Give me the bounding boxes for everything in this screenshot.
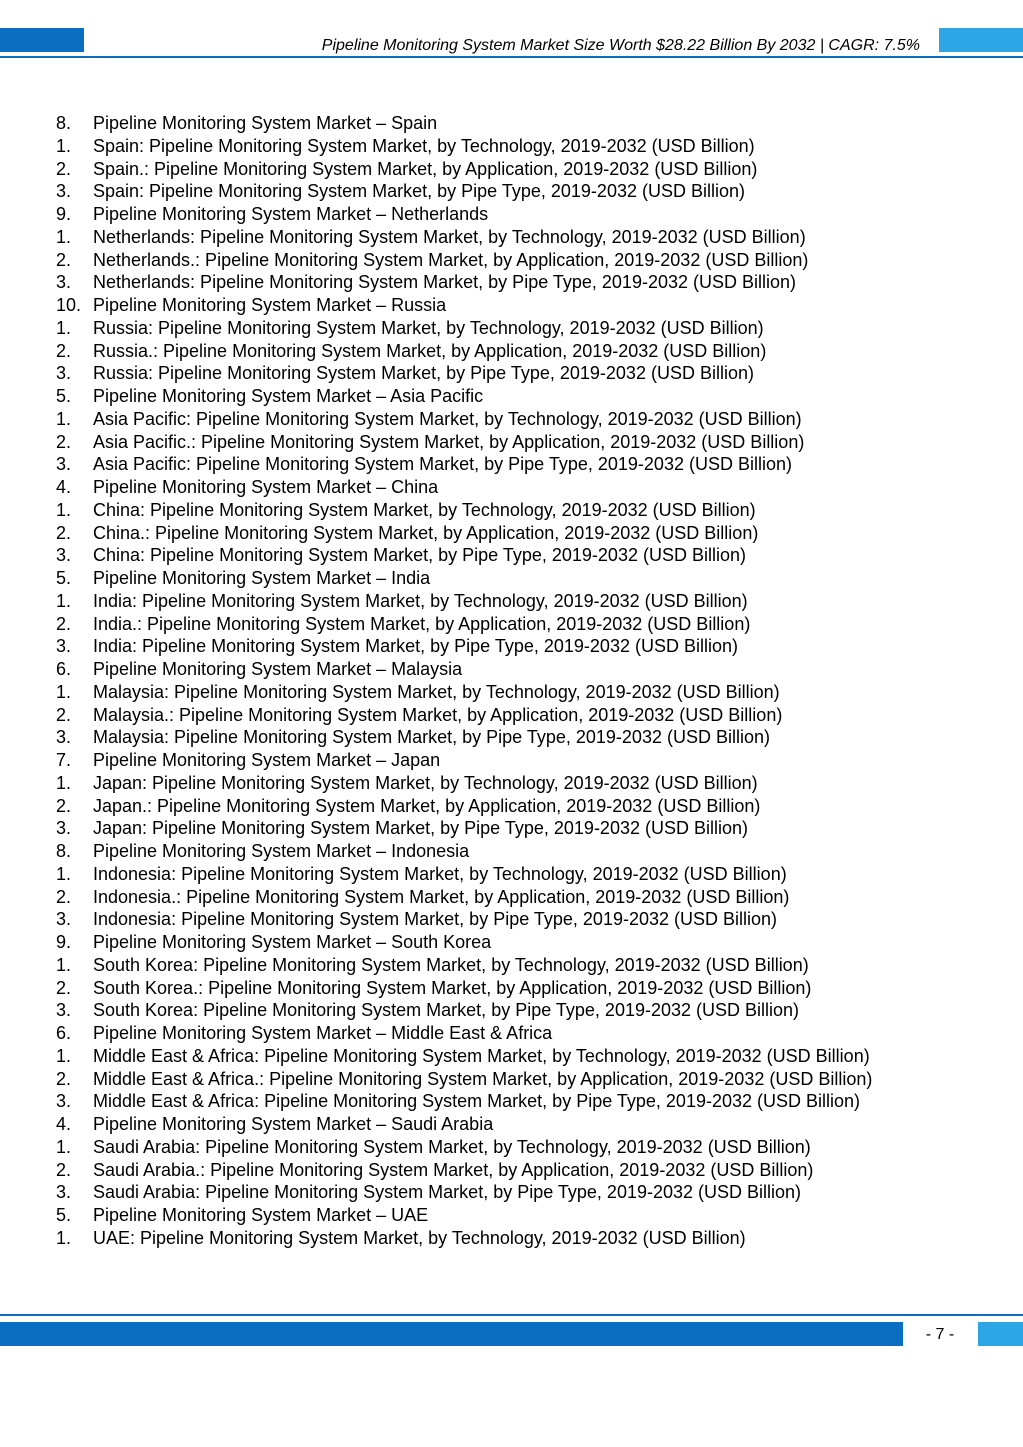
toc-item-number: 1. bbox=[56, 1227, 72, 1248]
toc-item-number: 2. bbox=[56, 249, 72, 270]
toc-item bbox=[56, 453, 936, 476]
toc-item bbox=[56, 158, 936, 181]
toc-item-number: 4. bbox=[56, 1114, 72, 1134]
toc-item-text: Pipeline Monitoring System Market – Saudi Arabia bbox=[93, 1114, 494, 1134]
toc-item-text: Russia.: Pipeline Monitoring System Market, by Application, 2019-2032 (USD Billion) bbox=[93, 340, 767, 361]
toc-item-number: 5. bbox=[56, 1205, 72, 1225]
toc-item-number: 3. bbox=[56, 272, 72, 293]
toc-item bbox=[56, 726, 936, 749]
toc-item bbox=[56, 613, 936, 636]
toc-item-text: Malaysia: Pipeline Monitoring System Market, by Pipe Type, 2019-2032 (USD Billion) bbox=[93, 727, 770, 748]
toc-item bbox=[56, 203, 936, 226]
page-number: - 7 - bbox=[925, 1326, 955, 1343]
toc-item-number: 2. bbox=[56, 795, 72, 816]
toc-item bbox=[56, 681, 936, 704]
toc-item bbox=[56, 749, 936, 772]
toc-item-text: Pipeline Monitoring System Market – Japan bbox=[93, 750, 441, 770]
toc-item-text: China: Pipeline Monitoring System Market, by Pipe Type, 2019-2032 (USD Billion) bbox=[93, 545, 746, 566]
header-accent-block-left bbox=[0, 28, 84, 52]
toc-item-text: Pipeline Monitoring System Market – UAE bbox=[93, 1205, 429, 1225]
toc-item bbox=[56, 863, 936, 886]
toc-item-number: 1. bbox=[56, 1136, 72, 1157]
toc-item bbox=[56, 135, 936, 158]
toc-item bbox=[56, 590, 936, 613]
toc-item-number: 2. bbox=[56, 1159, 72, 1180]
toc-item-text: Pipeline Monitoring System Market – Indonesia bbox=[93, 841, 470, 861]
toc-item bbox=[56, 1022, 936, 1045]
toc-item-text: Japan: Pipeline Monitoring System Market, by Pipe Type, 2019-2032 (USD Billion) bbox=[93, 818, 748, 839]
toc-item bbox=[56, 908, 936, 931]
toc-item-text: UAE: Pipeline Monitoring System Market, by Technology, 2019-2032 (USD Billion) bbox=[93, 1227, 746, 1248]
toc-item bbox=[56, 772, 936, 795]
header-accent-block-right bbox=[939, 28, 1023, 52]
toc-item bbox=[56, 840, 936, 863]
toc-item bbox=[56, 658, 936, 681]
toc-item-text: Pipeline Monitoring System Market – Spain bbox=[93, 113, 438, 133]
toc-item bbox=[56, 704, 936, 727]
toc-item bbox=[56, 567, 936, 590]
toc-item bbox=[56, 1113, 936, 1136]
toc-item bbox=[56, 1090, 936, 1113]
toc-item-number: 1. bbox=[56, 681, 72, 702]
toc-item-number: 1. bbox=[56, 772, 72, 793]
toc-item-number: 1. bbox=[56, 226, 72, 247]
toc-item-number: 6. bbox=[56, 1023, 72, 1043]
toc-item-text: India.: Pipeline Monitoring System Market, by Application, 2019-2032 (USD Billion) bbox=[93, 613, 751, 634]
toc-item-number: 1. bbox=[56, 499, 72, 520]
toc-item-text: Middle East & Africa: Pipeline Monitoring System Market, by Pipe Type, 2019-2032 (USD Billion) bbox=[93, 1091, 861, 1112]
toc-item-text: South Korea.: Pipeline Monitoring System Market, by Application, 2019-2032 (USD Billion) bbox=[93, 977, 812, 998]
toc-item-text: Russia: Pipeline Monitoring System Market, by Pipe Type, 2019-2032 (USD Billion) bbox=[93, 363, 754, 384]
toc-item-text: Pipeline Monitoring System Market – India bbox=[93, 568, 431, 588]
toc-item-text: Indonesia.: Pipeline Monitoring System Market, by Application, 2019-2032 (USD Billion) bbox=[93, 886, 790, 907]
toc-item bbox=[56, 476, 936, 499]
toc-item-number: 3. bbox=[56, 1091, 72, 1112]
toc-item bbox=[56, 408, 936, 431]
header-divider bbox=[0, 56, 1023, 58]
toc-item-number: 9. bbox=[56, 204, 72, 224]
toc-item-number: 6. bbox=[56, 659, 72, 679]
toc-item-number: 2. bbox=[56, 977, 72, 998]
toc-item-number: 2. bbox=[56, 886, 72, 907]
toc-item-number: 1. bbox=[56, 954, 72, 975]
toc-item-text: Malaysia.: Pipeline Monitoring System Market, by Application, 2019-2032 (USD Billion) bbox=[93, 704, 783, 725]
toc-item-text: Pipeline Monitoring System Market – China bbox=[93, 477, 439, 497]
toc-item bbox=[56, 1159, 936, 1182]
toc-item bbox=[56, 544, 936, 567]
toc-item bbox=[56, 180, 936, 203]
toc-item bbox=[56, 431, 936, 454]
toc-item bbox=[56, 340, 936, 363]
toc-item-number: 9. bbox=[56, 932, 72, 952]
toc-item-number: 7. bbox=[56, 750, 72, 770]
toc-item bbox=[56, 226, 936, 249]
toc-item-text: Saudi Arabia: Pipeline Monitoring System Market, by Pipe Type, 2019-2032 (USD Billion) bbox=[93, 1182, 802, 1203]
table-of-contents-list bbox=[56, 112, 936, 1250]
toc-item-number: 2. bbox=[56, 613, 72, 634]
toc-item-number: 3. bbox=[56, 636, 72, 657]
footer-divider bbox=[0, 1314, 1023, 1316]
toc-item bbox=[56, 931, 936, 954]
toc-item-text: Asia Pacific: Pipeline Monitoring System Market, by Technology, 2019-2032 (USD Billion) bbox=[93, 408, 802, 429]
toc-item-number: 2. bbox=[56, 158, 72, 179]
toc-item-text: Malaysia: Pipeline Monitoring System Market, by Technology, 2019-2032 (USD Billion) bbox=[93, 681, 780, 702]
toc-item-text: India: Pipeline Monitoring System Market, by Pipe Type, 2019-2032 (USD Billion) bbox=[93, 636, 738, 657]
toc-item-text: Middle East & Africa: Pipeline Monitoring System Market, by Technology, 2019-2032 (USD Billion) bbox=[93, 1045, 870, 1066]
toc-item-number: 1. bbox=[56, 408, 72, 429]
toc-item-number: 3. bbox=[56, 363, 72, 384]
toc-item-number: 8. bbox=[56, 113, 72, 133]
toc-item bbox=[56, 1204, 936, 1227]
toc-item bbox=[56, 522, 936, 545]
toc-item-number: 1. bbox=[56, 590, 72, 611]
toc-item-text: South Korea: Pipeline Monitoring System Market, by Technology, 2019-2032 (USD Billion) bbox=[93, 954, 809, 975]
page-header-title: Pipeline Monitoring System Market Size Worth $28.22 Billion By 2032 | CAGR: 7.5% bbox=[321, 37, 920, 54]
toc-item-number: 3. bbox=[56, 818, 72, 839]
toc-item-number: 2. bbox=[56, 522, 72, 543]
toc-item-number: 2. bbox=[56, 431, 72, 452]
toc-item bbox=[56, 795, 936, 818]
footer-accent-bar bbox=[0, 1322, 903, 1346]
toc-item-text: Saudi Arabia.: Pipeline Monitoring System Market, by Application, 2019-2032 (USD Billion) bbox=[93, 1159, 814, 1180]
toc-item-number: 2. bbox=[56, 1068, 72, 1089]
toc-item bbox=[56, 362, 936, 385]
toc-item-number: 8. bbox=[56, 841, 72, 861]
toc-item-text: China: Pipeline Monitoring System Market, by Technology, 2019-2032 (USD Billion) bbox=[93, 499, 756, 520]
toc-item-text: Pipeline Monitoring System Market – South Korea bbox=[93, 932, 492, 952]
toc-item-text: Japan.: Pipeline Monitoring System Market, by Application, 2019-2032 (USD Billion) bbox=[93, 795, 761, 816]
toc-item-text: Russia: Pipeline Monitoring System Market, by Technology, 2019-2032 (USD Billion) bbox=[93, 317, 764, 338]
toc-item-text: Netherlands: Pipeline Monitoring System Market, by Technology, 2019-2032 (USD Billion) bbox=[93, 226, 806, 247]
toc-item-number: 3. bbox=[56, 1182, 72, 1203]
toc-item bbox=[56, 954, 936, 977]
toc-item bbox=[56, 999, 936, 1022]
toc-item bbox=[56, 249, 936, 272]
toc-item-text: Spain: Pipeline Monitoring System Market, by Technology, 2019-2032 (USD Billion) bbox=[93, 135, 755, 156]
toc-item-text: Spain.: Pipeline Monitoring System Market, by Application, 2019-2032 (USD Billion) bbox=[93, 158, 758, 179]
toc-item-number: 3. bbox=[56, 454, 72, 475]
toc-item-text: Pipeline Monitoring System Market – Netherlands bbox=[93, 204, 489, 224]
toc-item bbox=[56, 886, 936, 909]
toc-item-number: 3. bbox=[56, 1000, 72, 1021]
toc-item-text: Spain: Pipeline Monitoring System Market, by Pipe Type, 2019-2032 (USD Billion) bbox=[93, 181, 745, 202]
toc-item bbox=[56, 1136, 936, 1159]
toc-item-text: Saudi Arabia: Pipeline Monitoring System Market, by Technology, 2019-2032 (USD Billion) bbox=[93, 1136, 811, 1157]
toc-item-number: 1. bbox=[56, 135, 72, 156]
toc-item-text: Middle East & Africa.: Pipeline Monitoring System Market, by Application, 2019-2032 (USD Billion) bbox=[93, 1068, 873, 1089]
toc-item-text: Asia Pacific.: Pipeline Monitoring System Market, by Application, 2019-2032 (USD Billion) bbox=[93, 431, 805, 452]
toc-item-text: India: Pipeline Monitoring System Market, by Technology, 2019-2032 (USD Billion) bbox=[93, 590, 748, 611]
toc-item bbox=[56, 1045, 936, 1068]
toc-item-number: 2. bbox=[56, 704, 72, 725]
toc-item bbox=[56, 499, 936, 522]
toc-item-text: South Korea: Pipeline Monitoring System Market, by Pipe Type, 2019-2032 (USD Billion) bbox=[93, 1000, 800, 1021]
toc-item-number: 1. bbox=[56, 863, 72, 884]
toc-item bbox=[56, 817, 936, 840]
toc-item bbox=[56, 635, 936, 658]
toc-item bbox=[56, 1227, 936, 1250]
toc-item-number: 5. bbox=[56, 568, 72, 588]
toc-item-number: 5. bbox=[56, 386, 72, 406]
footer-accent-block-right bbox=[978, 1322, 1023, 1346]
toc-item bbox=[56, 1068, 936, 1091]
toc-item-text: Pipeline Monitoring System Market – Middle East & Africa bbox=[93, 1023, 553, 1043]
toc-item-number: 2. bbox=[56, 340, 72, 361]
toc-item bbox=[56, 294, 936, 317]
toc-item bbox=[56, 385, 936, 408]
toc-item bbox=[56, 112, 936, 135]
toc-item bbox=[56, 977, 936, 1000]
toc-item-number: 3. bbox=[56, 727, 72, 748]
toc-item-number: 1. bbox=[56, 1045, 72, 1066]
toc-item-number: 3. bbox=[56, 181, 72, 202]
toc-item bbox=[56, 317, 936, 340]
toc-item-text: Pipeline Monitoring System Market – Malaysia bbox=[93, 659, 463, 679]
toc-item-text: Japan: Pipeline Monitoring System Market, by Technology, 2019-2032 (USD Billion) bbox=[93, 772, 758, 793]
toc-item bbox=[56, 1181, 936, 1204]
toc-item-text: Pipeline Monitoring System Market – Asia Pacific bbox=[93, 386, 484, 406]
toc-item-text: China.: Pipeline Monitoring System Market, by Application, 2019-2032 (USD Billion) bbox=[93, 522, 759, 543]
toc-item bbox=[56, 271, 936, 294]
toc-item-text: Asia Pacific: Pipeline Monitoring System Market, by Pipe Type, 2019-2032 (USD Billion) bbox=[93, 454, 792, 475]
toc-item-text: Pipeline Monitoring System Market – Russia bbox=[93, 295, 447, 315]
toc-item-text: Netherlands.: Pipeline Monitoring System Market, by Application, 2019-2032 (USD Billion) bbox=[93, 249, 809, 270]
toc-item-number: 3. bbox=[56, 545, 72, 566]
toc-item-number: 3. bbox=[56, 909, 72, 930]
toc-item-text: Netherlands: Pipeline Monitoring System Market, by Pipe Type, 2019-2032 (USD Billion) bbox=[93, 272, 797, 293]
toc-item-number: 4. bbox=[56, 477, 72, 497]
toc-item-text: Indonesia: Pipeline Monitoring System Market, by Pipe Type, 2019-2032 (USD Billion) bbox=[93, 909, 778, 930]
toc-item-text: Indonesia: Pipeline Monitoring System Market, by Technology, 2019-2032 (USD Billion) bbox=[93, 863, 787, 884]
toc-item-number: 1. bbox=[56, 317, 72, 338]
toc-item-number: 10. bbox=[56, 295, 82, 315]
